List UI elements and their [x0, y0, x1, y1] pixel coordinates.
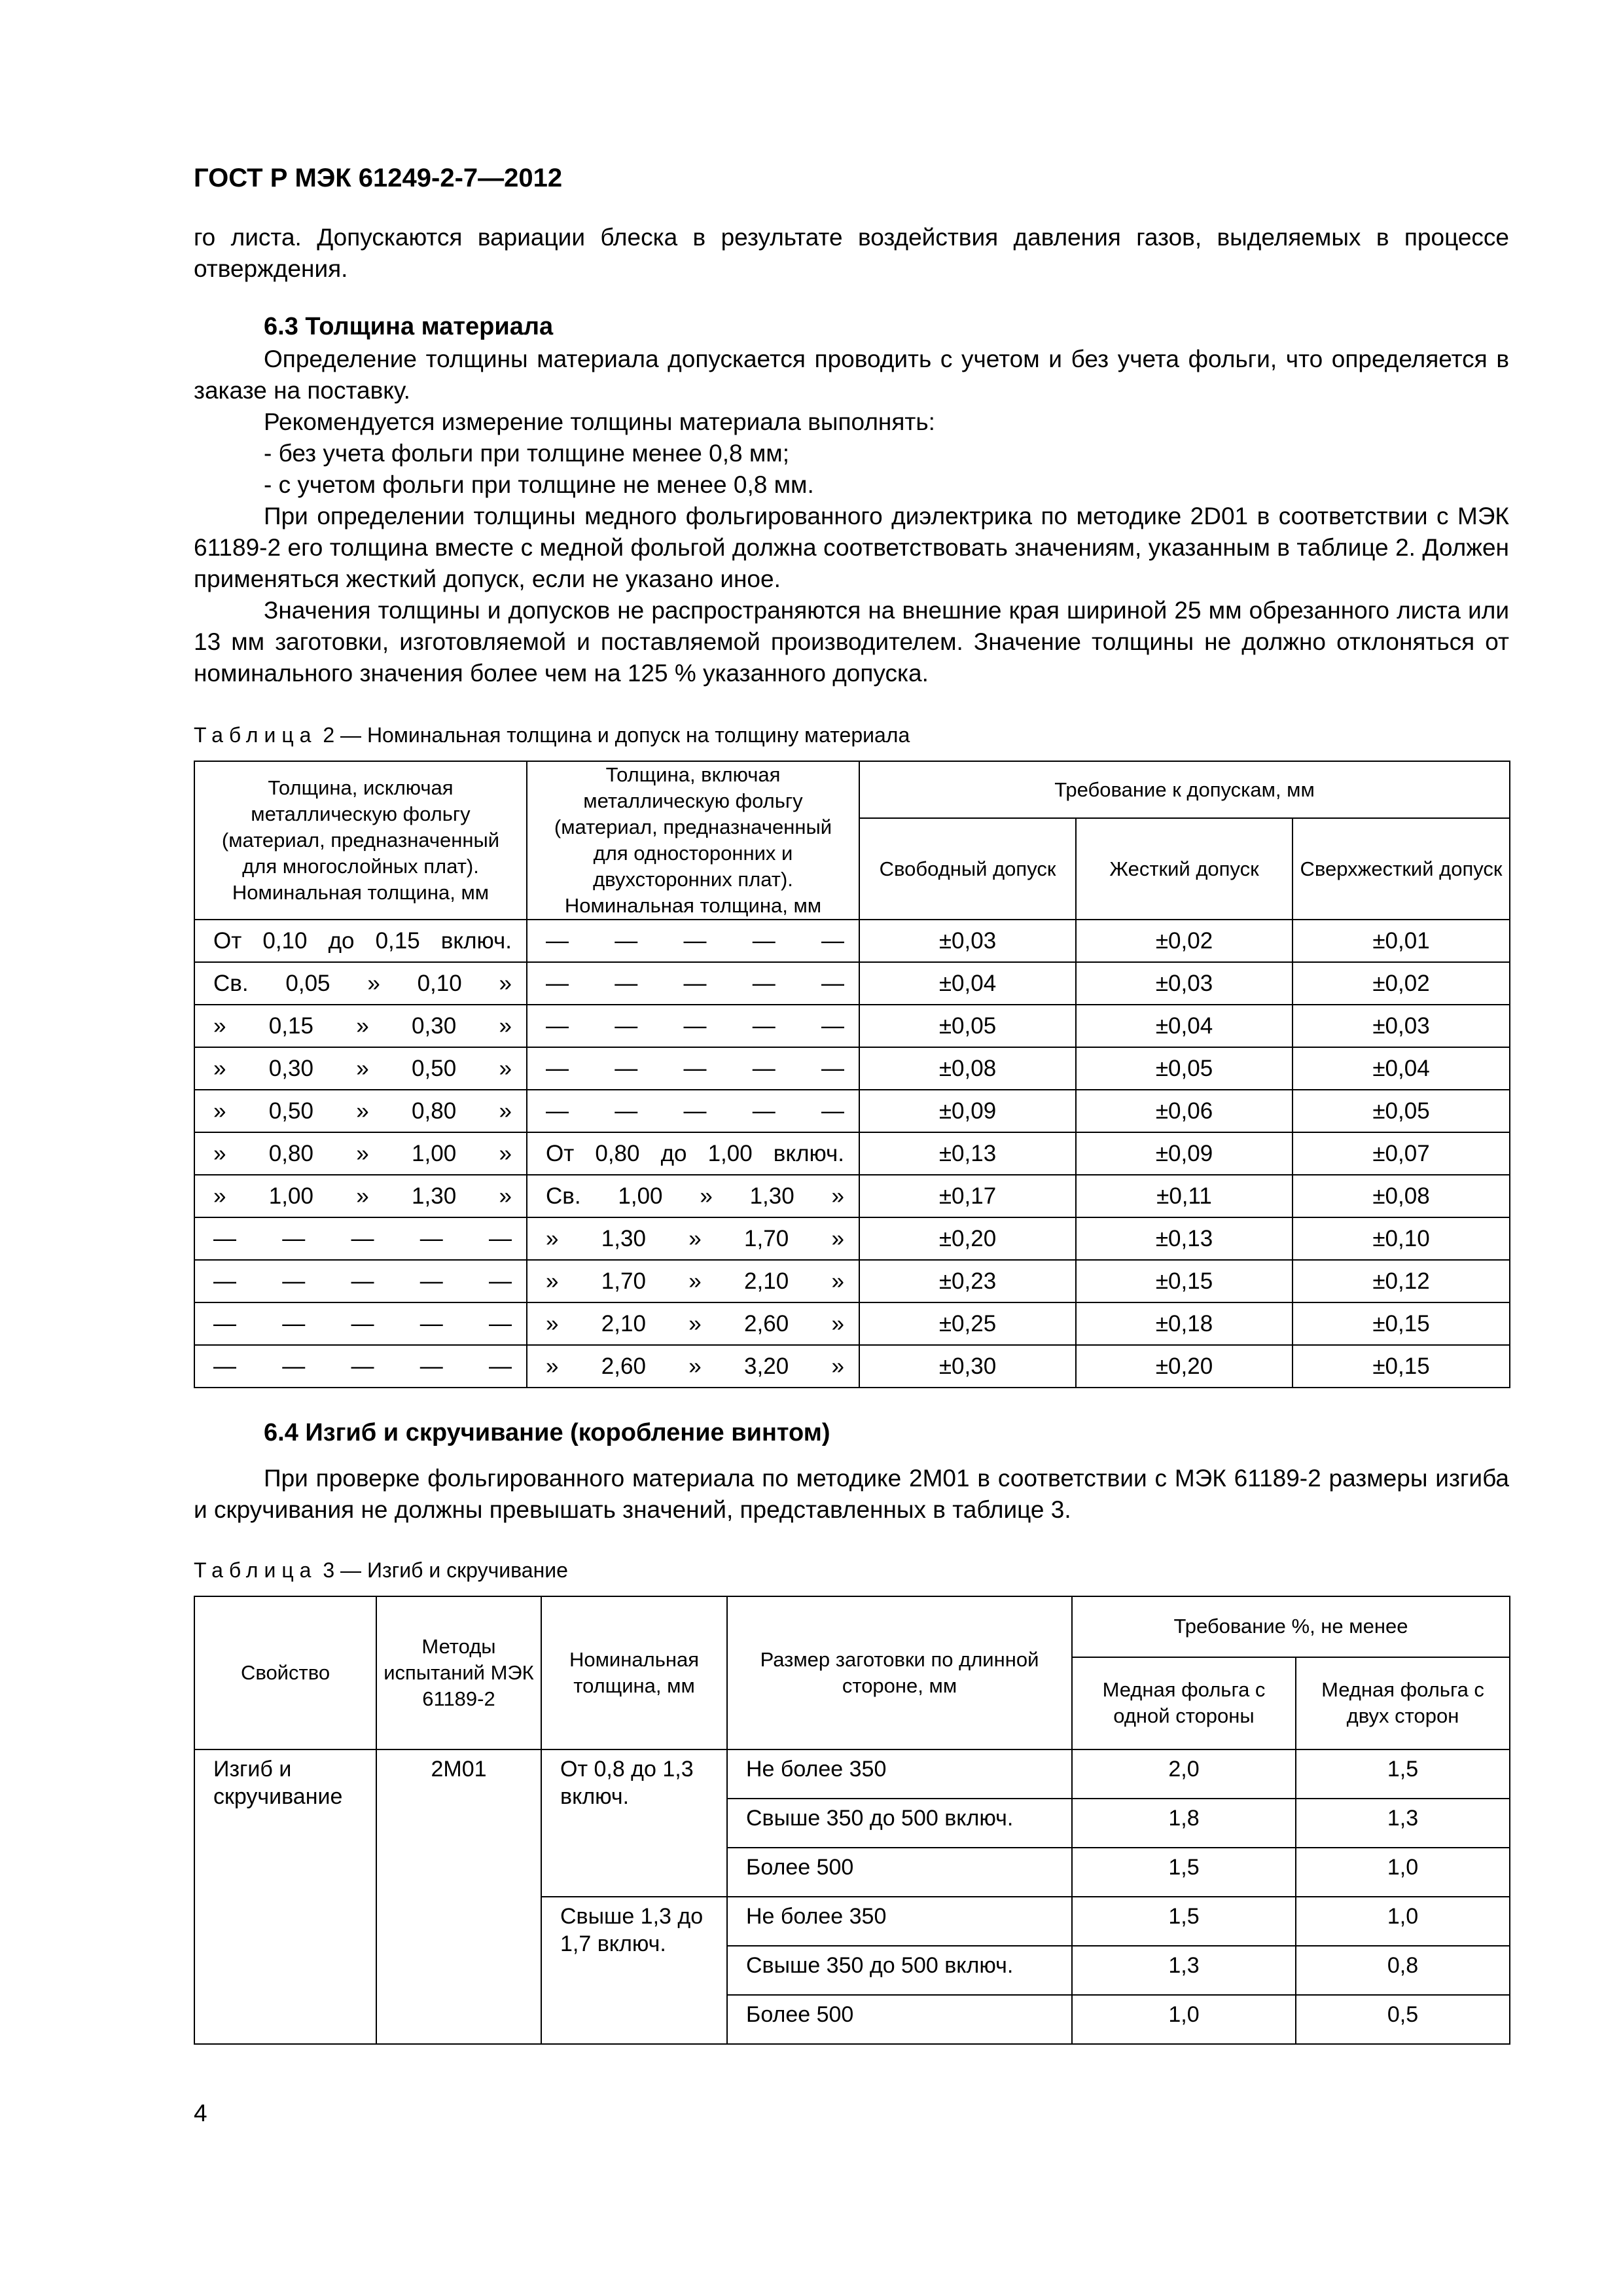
thickness-incl-cell: [527, 1345, 859, 1388]
range-part: 1,00: [412, 1140, 457, 1166]
range-part: »: [499, 1098, 512, 1124]
list-item: - с учетом фольги при толщине не менее 0,8 мм.: [264, 471, 814, 498]
range-part: —: [546, 970, 569, 996]
page-number: 4: [194, 2100, 207, 2126]
range-part: —: [213, 1310, 236, 1336]
range-part: —: [213, 1268, 236, 1294]
range-part: —: [419, 1225, 443, 1251]
range-part: —: [683, 970, 707, 996]
thickness-excl-cell: [194, 920, 527, 962]
nominal-cell: Свыше 1,3 до 1,7 включ.: [541, 1897, 727, 2044]
range-part: до: [660, 1140, 687, 1166]
range-part: —: [282, 1268, 306, 1294]
range-part: —: [821, 970, 844, 996]
range-part: »: [688, 1310, 702, 1336]
extra-hard-tolerance-cell: ±0,07: [1293, 1132, 1510, 1175]
range-part: »: [356, 1098, 369, 1124]
range-part: до: [328, 927, 355, 954]
thickness-incl-cell: [527, 1047, 859, 1090]
table-row: [194, 1217, 1510, 1260]
thickness-incl-cell: [527, 1132, 859, 1175]
header-tolerance: Требование к допускам, мм: [859, 761, 1510, 818]
range-part: —: [615, 1013, 638, 1039]
range-part: »: [688, 1268, 702, 1294]
one-side-cell: 1,5: [1072, 1897, 1296, 1946]
one-side-cell: 2,0: [1072, 1749, 1296, 1799]
range-part: 1,00: [618, 1183, 663, 1209]
table-row: [194, 1260, 1510, 1302]
range-part: 1,00: [707, 1140, 753, 1166]
range-part: 2,60: [601, 1353, 646, 1379]
range-part: —: [752, 1055, 776, 1081]
range-part: »: [213, 1183, 226, 1209]
range-part: —: [489, 1353, 512, 1379]
range-parts: [527, 1141, 859, 1167]
range-part: »: [688, 1353, 702, 1379]
range-part: Св.: [546, 1183, 581, 1209]
header-one-side: Медная фольга с одной стороны: [1072, 1657, 1296, 1749]
free-tolerance-cell: ±0,17: [859, 1175, 1076, 1217]
section-6-3-title: 6.3 Толщина материала: [264, 313, 554, 340]
extra-hard-tolerance-cell: ±0,01: [1293, 920, 1510, 962]
hard-tolerance-cell: ±0,11: [1076, 1175, 1293, 1217]
thickness-excl-cell: [194, 1090, 527, 1132]
table-row: [194, 1749, 1510, 1799]
range-part: От: [546, 1140, 575, 1166]
range-part: —: [546, 1055, 569, 1081]
extra-hard-tolerance-cell: ±0,10: [1293, 1217, 1510, 1260]
range-parts: [527, 1226, 859, 1252]
extra-hard-tolerance-cell: ±0,03: [1293, 1005, 1510, 1047]
free-tolerance-cell: ±0,23: [859, 1260, 1076, 1302]
header-method: Методы испытаний МЭК 61189-2: [376, 1596, 541, 1749]
extra-hard-tolerance-cell: ±0,05: [1293, 1090, 1510, 1132]
header-hard: Жесткий допуск: [1076, 818, 1293, 920]
range-part: —: [615, 927, 638, 954]
thickness-excl-cell: [194, 1217, 527, 1260]
two-sides-cell: 1,0: [1296, 1848, 1510, 1897]
caption-text: 3 — Изгиб и скручивание: [323, 1558, 568, 1582]
range-part: 0,15: [268, 1013, 313, 1039]
paragraph: Значения толщины и допусков не распространяются на внешние края шириной 25 мм обрезанного листа или 13 мм заготовки, изготовляемой и поставляемой производителем. Значение толщины не должно отклоняться от номинального значения более чем на 125 % указанного допуска.: [194, 597, 1509, 687]
nominal-cell: От 0,8 до 1,3 включ.: [541, 1749, 727, 1897]
paragraph: При проверке фольгированного материала по методике 2M01 в соответствии с МЭК 61189-2 размеры изгиба и скручивания не должны превышать значений, представленных в таблице 3.: [194, 1465, 1509, 1523]
range-part: »: [356, 1013, 369, 1039]
continued-paragraph: го листа. Допускаются вариации блеска в результате воздействия давления газов, выделяемых в процессе отверждения.: [194, 224, 1509, 282]
table-row: [194, 1175, 1510, 1217]
header-extra-hard: Сверхжесткий допуск: [1293, 818, 1510, 920]
thickness-incl-cell: [527, 962, 859, 1005]
range-parts: [527, 1183, 859, 1210]
range-part: —: [752, 927, 776, 954]
range-part: включ.: [773, 1140, 844, 1166]
range-part: —: [351, 1225, 374, 1251]
one-side-cell: 1,8: [1072, 1799, 1296, 1848]
range-parts: [195, 1311, 526, 1337]
document-page: [194, 164, 1509, 2045]
range-part: »: [546, 1225, 559, 1251]
table-row: [194, 1302, 1510, 1345]
hard-tolerance-cell: ±0,03: [1076, 962, 1293, 1005]
range-part: —: [615, 970, 638, 996]
range-part: 0,80: [268, 1140, 313, 1166]
range-parts: [195, 1354, 526, 1380]
free-tolerance-cell: ±0,09: [859, 1090, 1076, 1132]
range-part: 1,30: [601, 1225, 646, 1251]
table-3-caption: [194, 1558, 1509, 1583]
section-6-4-title: 6.4 Изгиб и скручивание (коробление винтом): [264, 1419, 830, 1446]
range-part: »: [213, 1055, 226, 1081]
extra-hard-tolerance-cell: ±0,15: [1293, 1345, 1510, 1388]
range-parts: [527, 971, 859, 997]
header-thickness-excl: Толщина, исключая металлическую фольгу (материал, предназначенный для многослойных плат). Номинальная толщина, мм: [194, 761, 527, 920]
method-cell: 2M01: [376, 1749, 541, 2044]
paragraph: Рекомендуется измерение толщины материала выполнять:: [264, 408, 935, 435]
thickness-incl-cell: [527, 1090, 859, 1132]
range-part: 0,05: [285, 970, 330, 996]
range-part: 0,30: [412, 1013, 457, 1039]
range-part: »: [356, 1140, 369, 1166]
extra-hard-tolerance-cell: ±0,12: [1293, 1260, 1510, 1302]
range-part: 1,00: [268, 1183, 313, 1209]
range-part: 2,60: [744, 1310, 789, 1336]
header-free: Свободный допуск: [859, 818, 1076, 920]
range-part: 0,80: [595, 1140, 640, 1166]
size-cell: Свыше 350 до 500 включ.: [727, 1946, 1072, 1995]
range-part: 0,30: [268, 1055, 313, 1081]
hard-tolerance-cell: ±0,18: [1076, 1302, 1293, 1345]
size-cell: Более 500: [727, 1848, 1072, 1897]
range-part: 2,10: [744, 1268, 789, 1294]
range-part: »: [546, 1353, 559, 1379]
range-part: »: [831, 1353, 844, 1379]
free-tolerance-cell: ±0,30: [859, 1345, 1076, 1388]
range-part: —: [282, 1353, 306, 1379]
range-parts: [195, 1056, 526, 1082]
range-part: 0,50: [412, 1055, 457, 1081]
thickness-incl-cell: [527, 1005, 859, 1047]
range-part: —: [213, 1353, 236, 1379]
two-sides-cell: 1,5: [1296, 1749, 1510, 1799]
thickness-incl-cell: [527, 1217, 859, 1260]
thickness-excl-cell: [194, 962, 527, 1005]
range-parts: [195, 971, 526, 997]
range-part: 0,15: [375, 927, 420, 954]
range-part: »: [499, 1055, 512, 1081]
free-tolerance-cell: ±0,05: [859, 1005, 1076, 1047]
caption-word: Таблица: [194, 1558, 317, 1582]
hard-tolerance-cell: ±0,04: [1076, 1005, 1293, 1047]
range-part: —: [351, 1268, 374, 1294]
range-part: —: [821, 1098, 844, 1124]
two-sides-cell: 0,5: [1296, 1995, 1510, 2044]
two-sides-cell: 1,3: [1296, 1799, 1510, 1848]
thickness-excl-cell: [194, 1047, 527, 1090]
range-parts: [195, 1226, 526, 1252]
range-part: —: [419, 1268, 443, 1294]
range-part: »: [356, 1055, 369, 1081]
range-part: 0,10: [262, 927, 308, 954]
range-part: —: [821, 927, 844, 954]
size-cell: Не более 350: [727, 1897, 1072, 1946]
range-parts: [195, 1013, 526, 1039]
range-part: —: [683, 1098, 707, 1124]
size-cell: Свыше 350 до 500 включ.: [727, 1799, 1072, 1848]
range-parts: [527, 1354, 859, 1380]
header-thickness-incl: Толщина, включая металлическую фольгу (материал, предназначенный для односторонних и двухсторонних плат). Номинальная толщина, мм: [527, 761, 859, 920]
range-part: 0,80: [412, 1098, 457, 1124]
size-cell: Более 500: [727, 1995, 1072, 2044]
thickness-excl-cell: [194, 1302, 527, 1345]
table-3: [194, 1596, 1510, 2045]
range-part: —: [282, 1310, 306, 1336]
range-parts: [195, 1268, 526, 1295]
range-part: 1,30: [412, 1183, 457, 1209]
free-tolerance-cell: ±0,08: [859, 1047, 1076, 1090]
thickness-excl-cell: [194, 1005, 527, 1047]
range-part: —: [752, 1013, 776, 1039]
table-2: [194, 761, 1510, 1388]
table-row: [194, 1047, 1510, 1090]
range-part: —: [489, 1310, 512, 1336]
range-part: —: [213, 1225, 236, 1251]
range-part: »: [213, 1013, 226, 1039]
range-part: »: [831, 1183, 844, 1209]
property-cell: Изгиб и скручивание: [194, 1749, 376, 2044]
hard-tolerance-cell: ±0,13: [1076, 1217, 1293, 1260]
range-parts: [195, 1141, 526, 1167]
range-parts: [527, 928, 859, 954]
range-part: 1,70: [744, 1225, 789, 1251]
thickness-excl-cell: [194, 1175, 527, 1217]
range-parts: [195, 928, 526, 954]
caption-text: 2 — Номинальная толщина и допуск на толщину материала: [323, 723, 910, 747]
header-size: Размер заготовки по длинной стороне, мм: [727, 1596, 1072, 1749]
range-part: Св.: [213, 970, 249, 996]
extra-hard-tolerance-cell: ±0,02: [1293, 962, 1510, 1005]
hard-tolerance-cell: ±0,09: [1076, 1132, 1293, 1175]
thickness-excl-cell: [194, 1260, 527, 1302]
range-part: 0,10: [417, 970, 462, 996]
range-part: —: [351, 1310, 374, 1336]
range-part: От: [213, 927, 242, 954]
range-part: »: [688, 1225, 702, 1251]
range-parts: [527, 1013, 859, 1039]
thickness-incl-cell: [527, 920, 859, 962]
range-part: »: [499, 1140, 512, 1166]
hard-tolerance-cell: ±0,15: [1076, 1260, 1293, 1302]
one-side-cell: 1,3: [1072, 1946, 1296, 1995]
range-part: »: [499, 1013, 512, 1039]
table-2-caption: [194, 723, 1509, 747]
caption-word: Таблица: [194, 723, 317, 747]
paragraph: При определении толщины медного фольгированного диэлектрика по методике 2D01 в соответствии с МЭК 61189-2 его толщина вместе с медной фольгой должна соответствовать значениям, указанным в таблице 2. Должен применяться жесткий допуск, если не указано иное.: [194, 503, 1509, 592]
range-part: —: [683, 1055, 707, 1081]
range-part: включ.: [440, 927, 512, 954]
list-item: - без учета фольги при толщине менее 0,8 мм;: [264, 440, 790, 467]
thickness-excl-cell: [194, 1345, 527, 1388]
range-part: 0,50: [268, 1098, 313, 1124]
range-part: —: [419, 1310, 443, 1336]
header-two-sides: Медная фольга с двух сторон: [1296, 1657, 1510, 1749]
size-cell: Не более 350: [727, 1749, 1072, 1799]
range-part: »: [367, 970, 380, 996]
thickness-incl-cell: [527, 1260, 859, 1302]
document-header: ГОСТ Р МЭК 61249-2-7—2012: [194, 164, 563, 192]
table-row: [194, 1090, 1510, 1132]
paragraph: Определение толщины материала допускается проводить с учетом и без учета фольги, что определяется в заказе на поставку.: [194, 346, 1509, 404]
hard-tolerance-cell: ±0,05: [1076, 1047, 1293, 1090]
header-nominal: Номинальная толщина, мм: [541, 1596, 727, 1749]
range-part: —: [546, 927, 569, 954]
free-tolerance-cell: ±0,25: [859, 1302, 1076, 1345]
range-part: »: [213, 1140, 226, 1166]
free-tolerance-cell: ±0,13: [859, 1132, 1076, 1175]
range-part: »: [356, 1183, 369, 1209]
range-part: »: [546, 1310, 559, 1336]
range-part: —: [683, 927, 707, 954]
range-parts: [195, 1183, 526, 1210]
table-row: [194, 1132, 1510, 1175]
range-part: 2,10: [601, 1310, 646, 1336]
extra-hard-tolerance-cell: ±0,08: [1293, 1175, 1510, 1217]
two-sides-cell: 0,8: [1296, 1946, 1510, 1995]
hard-tolerance-cell: ±0,20: [1076, 1345, 1293, 1388]
free-tolerance-cell: ±0,20: [859, 1217, 1076, 1260]
range-part: —: [752, 1098, 776, 1124]
range-part: »: [831, 1225, 844, 1251]
range-part: —: [615, 1098, 638, 1124]
range-part: »: [546, 1268, 559, 1294]
table-row: [194, 962, 1510, 1005]
range-part: —: [821, 1013, 844, 1039]
range-parts: [195, 1098, 526, 1124]
range-parts: [527, 1056, 859, 1082]
header-requirement: Требование %, не менее: [1072, 1596, 1510, 1657]
one-side-cell: 1,0: [1072, 1995, 1296, 2044]
range-part: —: [282, 1225, 306, 1251]
hard-tolerance-cell: ±0,06: [1076, 1090, 1293, 1132]
range-part: »: [499, 970, 512, 996]
table-row: [194, 1005, 1510, 1047]
range-parts: [527, 1311, 859, 1337]
table-row: [194, 1345, 1510, 1388]
range-part: 1,30: [749, 1183, 794, 1209]
range-part: »: [213, 1098, 226, 1124]
range-part: »: [831, 1268, 844, 1294]
free-tolerance-cell: ±0,04: [859, 962, 1076, 1005]
range-part: —: [821, 1055, 844, 1081]
hard-tolerance-cell: ±0,02: [1076, 920, 1293, 962]
range-part: —: [752, 970, 776, 996]
range-part: —: [546, 1098, 569, 1124]
extra-hard-tolerance-cell: ±0,15: [1293, 1302, 1510, 1345]
range-part: —: [489, 1225, 512, 1251]
range-part: —: [419, 1353, 443, 1379]
range-part: 1,70: [601, 1268, 646, 1294]
header-property: Свойство: [194, 1596, 376, 1749]
range-parts: [527, 1098, 859, 1124]
table-row: [194, 920, 1510, 962]
range-part: »: [700, 1183, 713, 1209]
thickness-incl-cell: [527, 1175, 859, 1217]
extra-hard-tolerance-cell: ±0,04: [1293, 1047, 1510, 1090]
one-side-cell: 1,5: [1072, 1848, 1296, 1897]
range-part: 3,20: [744, 1353, 789, 1379]
free-tolerance-cell: ±0,03: [859, 920, 1076, 962]
two-sides-cell: 1,0: [1296, 1897, 1510, 1946]
range-part: —: [351, 1353, 374, 1379]
range-part: —: [489, 1268, 512, 1294]
range-part: —: [683, 1013, 707, 1039]
range-part: —: [546, 1013, 569, 1039]
range-part: —: [615, 1055, 638, 1081]
range-part: »: [831, 1310, 844, 1336]
thickness-excl-cell: [194, 1132, 527, 1175]
thickness-incl-cell: [527, 1302, 859, 1345]
range-parts: [527, 1268, 859, 1295]
range-part: »: [499, 1183, 512, 1209]
